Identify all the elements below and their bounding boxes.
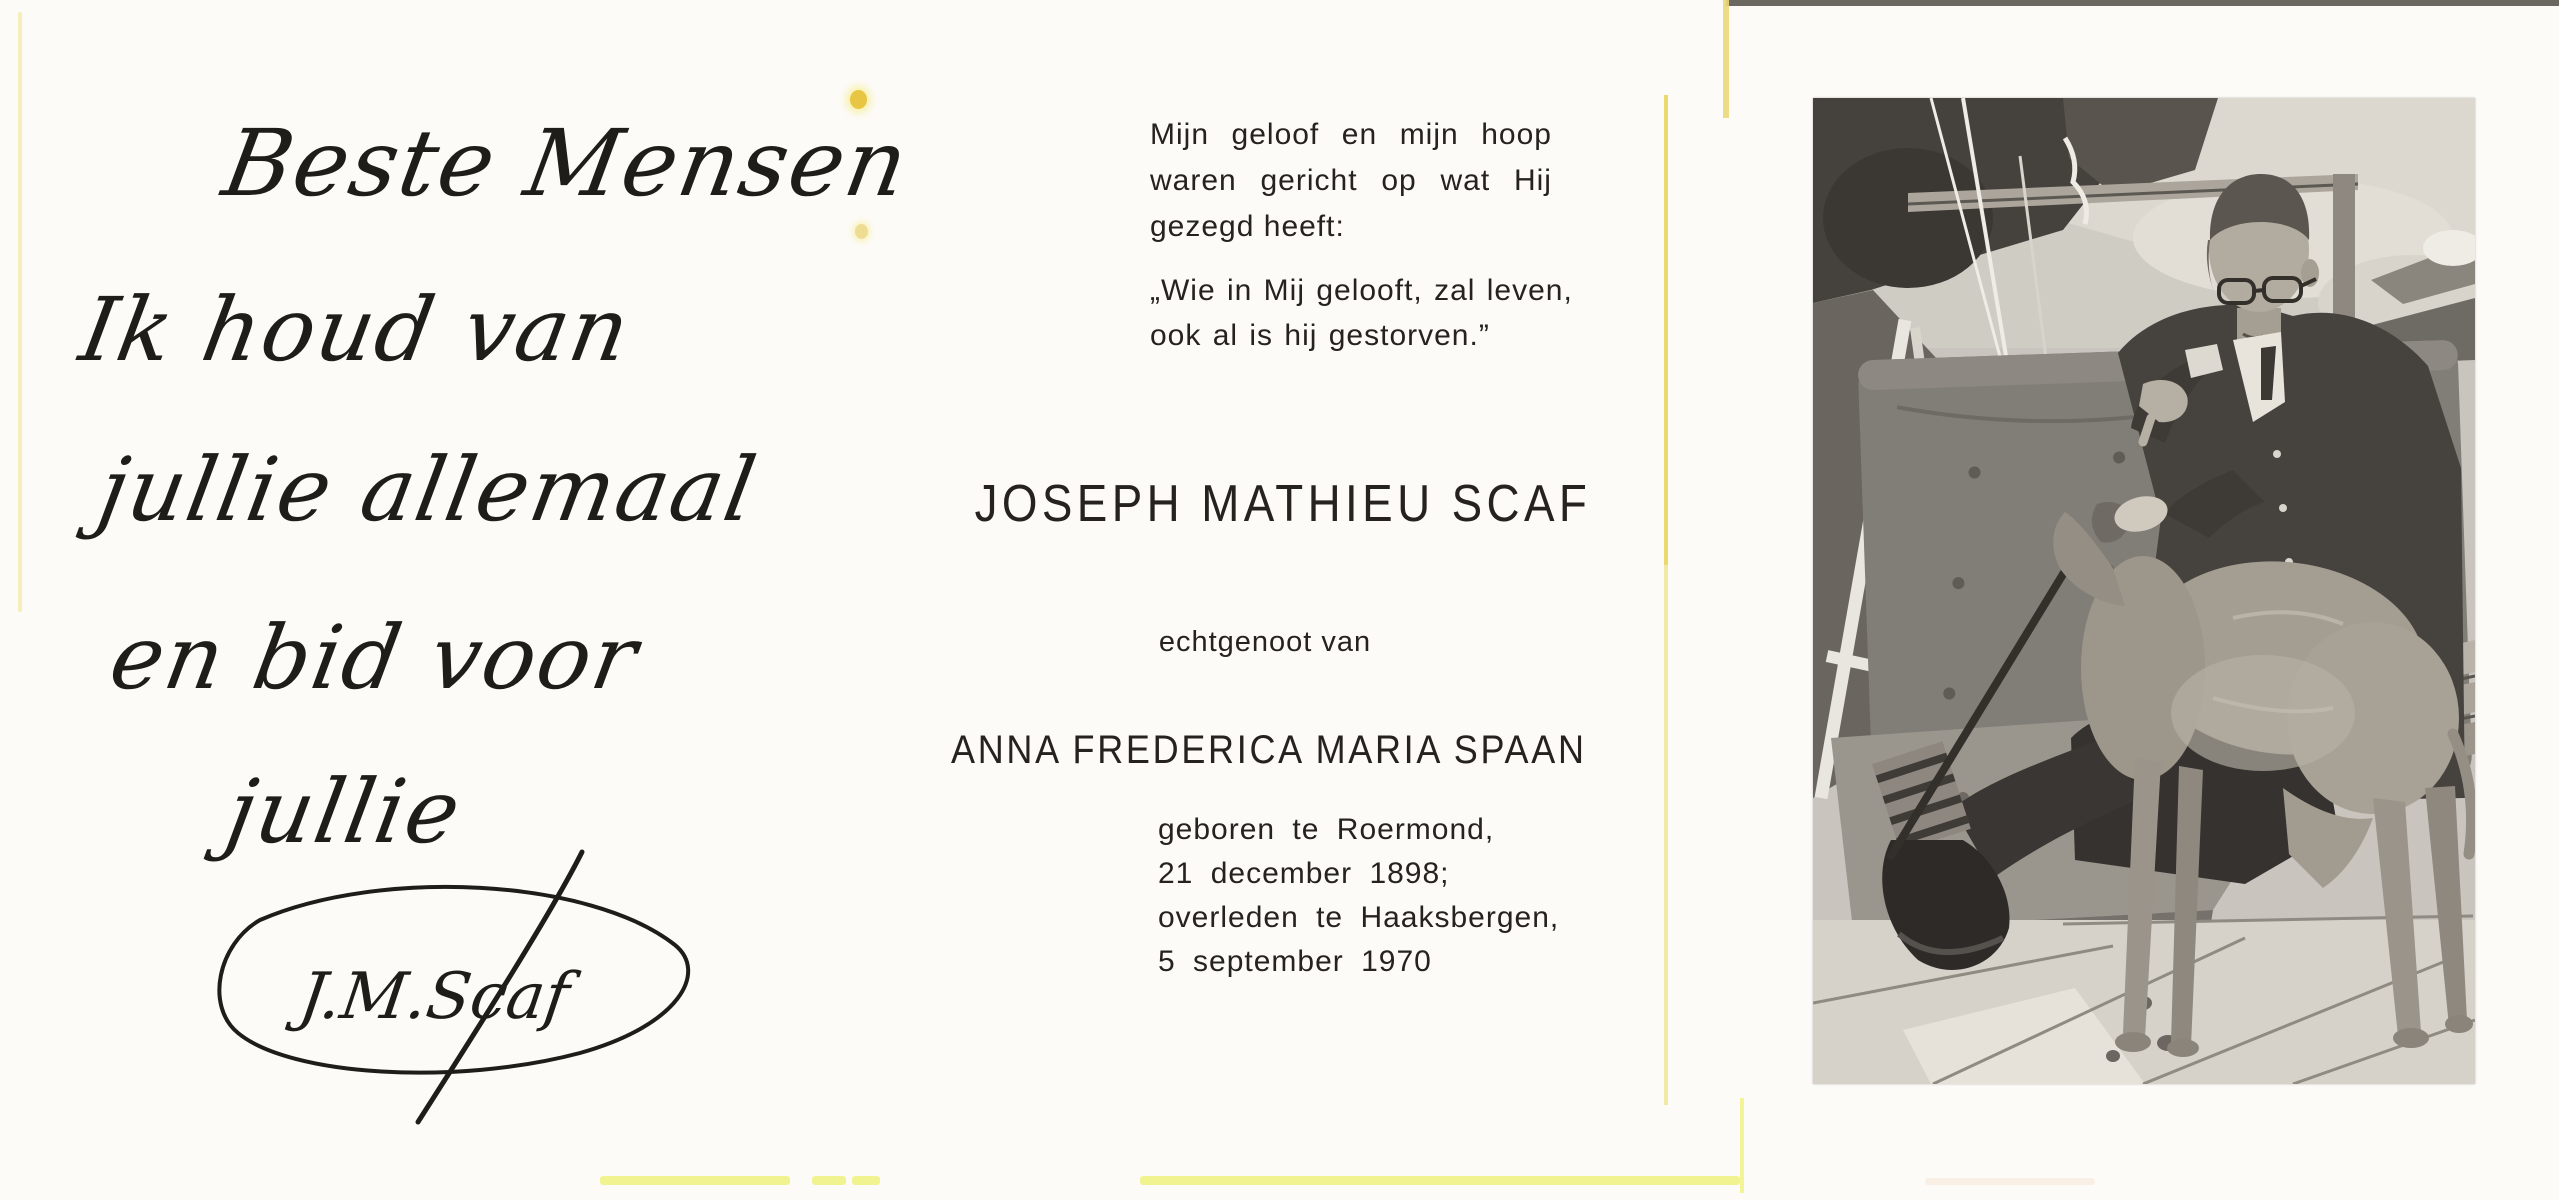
bottom-edge-strip	[812, 1176, 846, 1185]
page-fold-line	[1664, 95, 1668, 1105]
handwriting-line: jullie	[218, 760, 470, 863]
right-card-edge-strip	[1723, 0, 1729, 118]
signature	[150, 820, 750, 1140]
faith-intro	[1150, 112, 1552, 250]
quote-line: „Wie in Mij gelooft, zal leven,	[1150, 274, 1573, 307]
scripture-quote	[1150, 268, 1580, 358]
bottom-edge-strip	[1925, 1178, 2095, 1185]
birth-place: geboren te Roermond,	[1158, 813, 1495, 846]
life-dates	[1158, 808, 1598, 984]
intro-line: gezegd heeft:	[1150, 210, 1345, 243]
intro-line: waren gericht op wat Hij	[1150, 164, 1552, 197]
card-edge-strip	[18, 12, 22, 612]
handwriting-line: Ik houd van	[72, 278, 639, 381]
birth-date: 21 december 1898;	[1158, 857, 1450, 890]
quote-line: ook al is hij gestorven.”	[1150, 319, 1490, 352]
bottom-edge-strip	[852, 1176, 880, 1185]
bottom-corner-strip	[1740, 1098, 1744, 1193]
signature-text: J.M.Scaf	[294, 959, 574, 1034]
handwriting-line: jullie allemaal	[90, 438, 765, 541]
handwriting-line: Beste Mensen	[215, 110, 918, 217]
death-date: 5 september 1970	[1158, 945, 1432, 978]
intro-line: Mijn geloof en mijn hoop	[1150, 118, 1552, 151]
staple-mark	[850, 90, 867, 109]
bottom-edge-strip	[600, 1176, 790, 1185]
relation-label: echtgenoot van	[1158, 626, 1372, 658]
death-place: overleden te Haaksbergen,	[1158, 901, 1560, 934]
handwriting-line: en bid voor	[102, 606, 647, 709]
staple-mark	[855, 224, 868, 239]
photo-illustration	[1813, 98, 2475, 1084]
memorial-photo	[1813, 98, 2475, 1084]
bottom-edge-strip	[1140, 1176, 1740, 1185]
page-fold-line-top	[1664, 95, 1668, 565]
deceased-name: JOSEPH MATHIEU SCAF	[974, 475, 1592, 533]
scanner-edge-shadow	[1726, 0, 2559, 6]
spouse-name: ANNA FREDERICA MARIA SPAAN	[951, 728, 1587, 772]
